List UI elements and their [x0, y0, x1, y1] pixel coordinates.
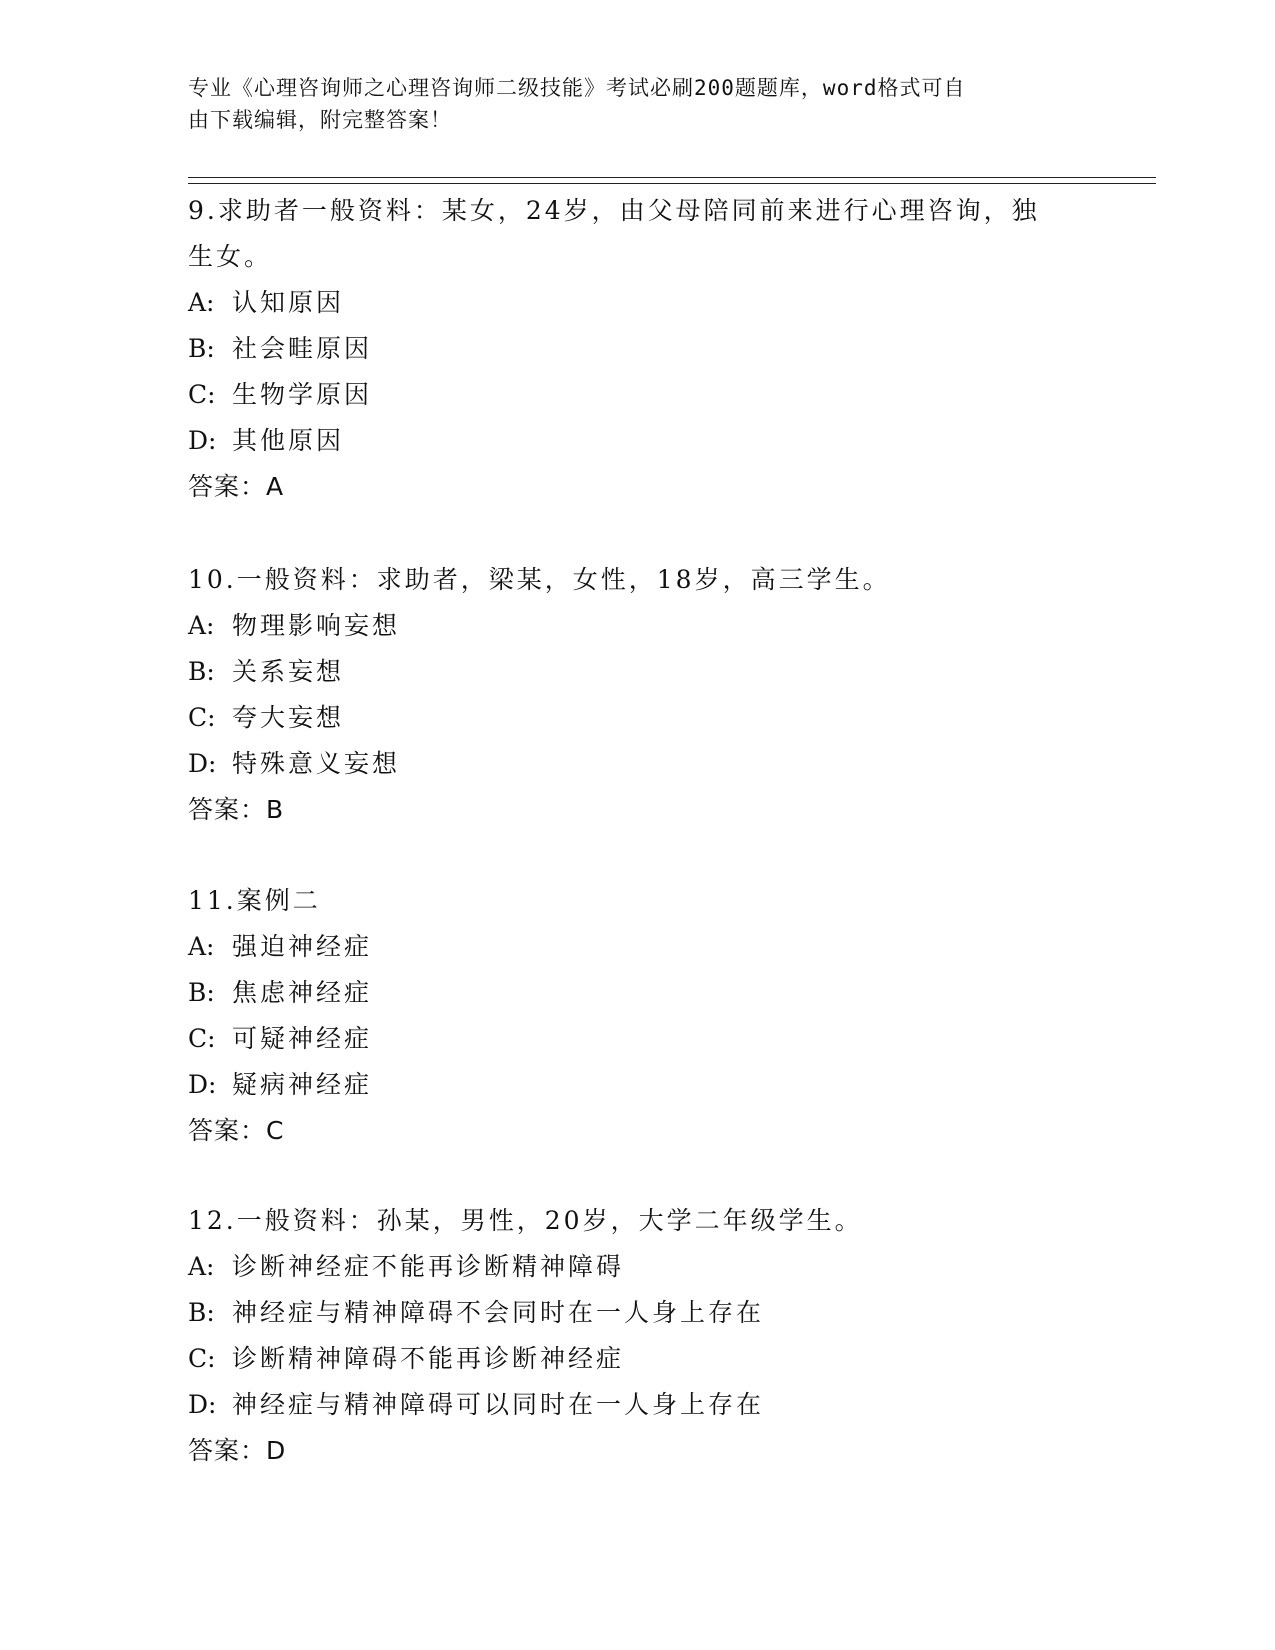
option-letter: C: — [188, 1024, 216, 1053]
option-c — [188, 1336, 1068, 1382]
option-text: 其他原因 — [232, 426, 345, 455]
option-text: 强迫神经症 — [232, 932, 373, 961]
option-letter: C: — [188, 1344, 216, 1373]
question-11 — [188, 878, 1068, 1154]
option-letter: D: — [188, 1390, 217, 1419]
option-text: 诊断精神障碍不能再诊断神经症 — [232, 1344, 625, 1373]
option-text: 可疑神经症 — [232, 1024, 373, 1053]
question-10 — [188, 557, 1068, 833]
option-letter: B: — [188, 978, 215, 1007]
option-a — [188, 280, 1068, 326]
option-letter: C: — [188, 703, 216, 732]
option-text: 特殊意义妄想 — [232, 749, 401, 778]
option-text: 物理影响妄想 — [232, 611, 401, 640]
option-letter: D: — [188, 1070, 217, 1099]
option-b — [188, 326, 1068, 372]
option-a — [188, 924, 1068, 970]
option-c — [188, 695, 1068, 741]
header-divider-top — [188, 177, 1156, 178]
option-c — [188, 372, 1068, 418]
option-letter: D: — [188, 426, 217, 455]
option-text: 神经症与精神障碍不会同时在一人身上存在 — [232, 1298, 765, 1327]
option-text: 生物学原因 — [232, 380, 373, 409]
question-stem-continued: 生女。 — [188, 242, 273, 271]
option-letter: D: — [188, 749, 217, 778]
answer-line: 答案：D — [188, 1436, 287, 1465]
header-line-1: 专业《心理咨询师之心理咨询师二级技能》考试必刷200题题库，word格式可自 — [188, 76, 966, 100]
option-d — [188, 1382, 1068, 1428]
option-letter: A: — [188, 611, 215, 640]
option-b — [188, 1290, 1068, 1336]
option-d — [188, 741, 1068, 787]
option-letter: C: — [188, 380, 216, 409]
option-letter: A: — [188, 288, 215, 317]
option-text: 认知原因 — [232, 288, 345, 317]
option-letter: A: — [188, 1252, 215, 1281]
option-c — [188, 1016, 1068, 1062]
question-stem: 9.求助者一般资料：某女，24岁，由父母陪同前来进行心理咨询，独 — [188, 196, 1040, 225]
option-b — [188, 649, 1068, 695]
option-letter: B: — [188, 334, 215, 363]
option-text: 社会畦原因 — [232, 334, 373, 363]
header-line-2: 由下载编辑，附完整答案！ — [188, 108, 452, 132]
answer-line: 答案：C — [188, 1116, 285, 1145]
header-divider-bottom — [188, 183, 1156, 184]
option-a — [188, 603, 1068, 649]
question-stem: 11.案例二 — [188, 886, 321, 915]
question-stem: 10.一般资料：求助者，梁某，女性，18岁，高三学生。 — [188, 565, 891, 594]
option-b — [188, 970, 1068, 1016]
option-text: 疑病神经症 — [232, 1070, 373, 1099]
question-9 — [188, 188, 1068, 510]
option-text: 焦虑神经症 — [232, 978, 373, 1007]
question-12 — [188, 1198, 1068, 1474]
option-text: 神经症与精神障碍可以同时在一人身上存在 — [232, 1390, 765, 1419]
option-letter: B: — [188, 1298, 215, 1327]
option-d — [188, 1062, 1068, 1108]
answer-line: 答案：A — [188, 472, 285, 501]
option-letter: B: — [188, 657, 215, 686]
option-text: 诊断神经症不能再诊断精神障碍 — [232, 1252, 625, 1281]
option-a — [188, 1244, 1068, 1290]
option-letter: A: — [188, 932, 215, 961]
option-text: 关系妄想 — [232, 657, 345, 686]
option-text: 夸大妄想 — [232, 703, 345, 732]
option-d — [188, 418, 1068, 464]
question-stem: 12.一般资料：孙某，男性，20岁，大学二年级学生。 — [188, 1206, 863, 1235]
answer-line: 答案：B — [188, 795, 285, 824]
document-header — [188, 72, 1068, 136]
